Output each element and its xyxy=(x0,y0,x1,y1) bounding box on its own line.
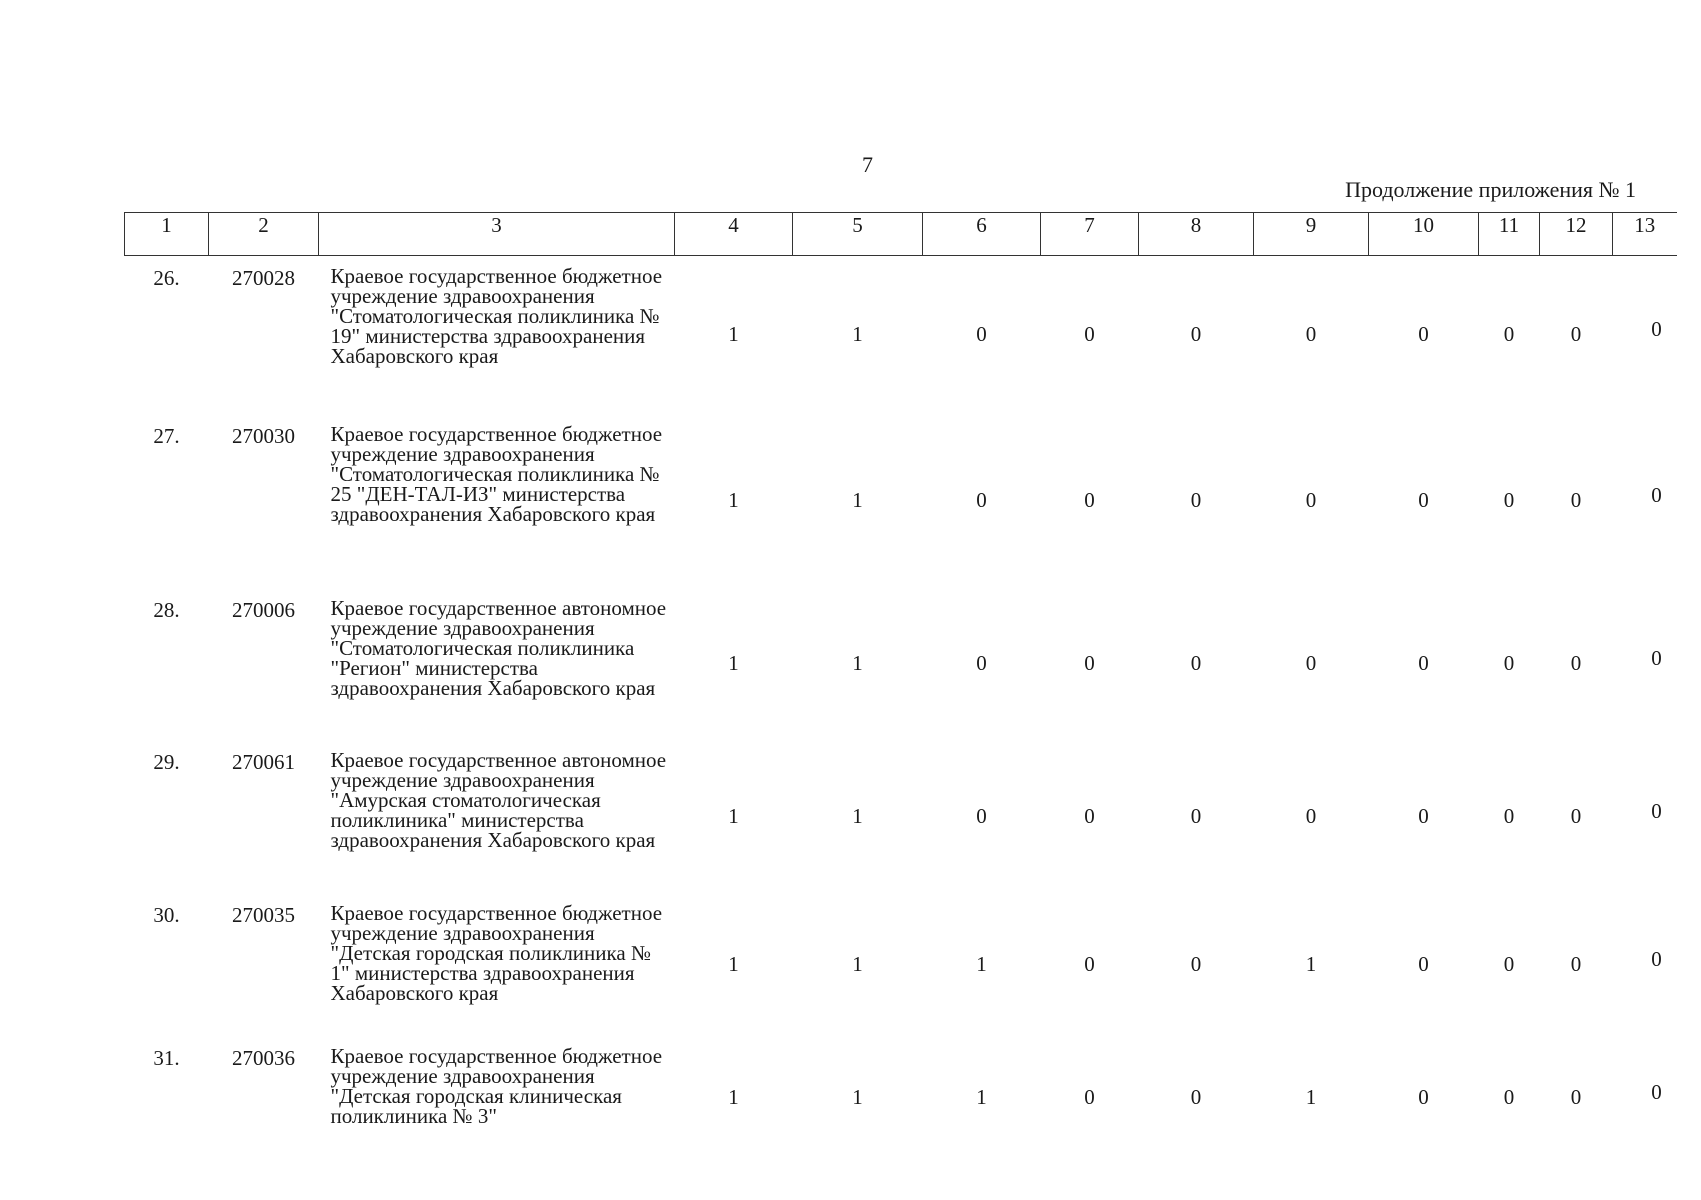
table-row xyxy=(125,414,1677,588)
value-cell: 0 xyxy=(1190,651,1202,675)
value-cell: 0 xyxy=(1418,803,1429,828)
column-header: 10 xyxy=(1369,213,1479,256)
value-cell: 1 xyxy=(852,651,863,675)
value-cell: 0 xyxy=(1503,651,1515,675)
value-cell: 0 xyxy=(1570,803,1582,828)
value-cell: 1 xyxy=(852,951,863,976)
column-header: 1 xyxy=(125,213,209,256)
value-cell: 0 xyxy=(1570,488,1582,512)
value-cell: 0 xyxy=(976,803,987,828)
value-cell: 1 xyxy=(976,951,987,976)
column-header: 3 xyxy=(319,213,675,256)
column-header: 11 xyxy=(1479,213,1540,256)
institution-code: 270036 xyxy=(232,1045,295,1070)
institution-name: Краевое государственное бюджетное учреждение здравоохранения "Детская городская поликлиника № 1" министерства здравоохранения Хабаровского края xyxy=(330,900,663,1005)
value-cell: 0 xyxy=(1503,951,1515,976)
institution-code: 270061 xyxy=(232,749,295,774)
value-cell: 1 xyxy=(976,1085,987,1109)
value-cell: 0 xyxy=(1418,1085,1429,1109)
row-number: 30. xyxy=(153,902,180,927)
value-cell: 0 xyxy=(1418,951,1429,976)
institution-name: Краевое государственное бюджетное учреждение здравоохранения "Детская городская клиническая поликлиника № 3" xyxy=(330,1043,663,1128)
value-cell: 0 xyxy=(1084,322,1095,347)
value-cell xyxy=(1613,1036,1677,1160)
value-cell xyxy=(1613,256,1677,414)
row-number: 27. xyxy=(153,423,180,448)
value-text: 0 xyxy=(1651,317,1662,342)
page-number: 7 xyxy=(862,152,873,177)
table-row xyxy=(125,740,1677,893)
institution-code: 270035 xyxy=(232,902,295,927)
value-cell: 0 xyxy=(976,322,987,347)
value-cell: 1 xyxy=(852,1085,863,1109)
value-cell: 1 xyxy=(1305,951,1317,976)
value-cell: 0 xyxy=(1190,322,1202,347)
value-cell: 0 xyxy=(976,488,987,512)
value-cell: 1 xyxy=(728,951,739,976)
table-row xyxy=(125,1036,1677,1160)
column-header: 12 xyxy=(1540,213,1613,256)
value-cell xyxy=(1613,414,1677,588)
value-cell: 0 xyxy=(1084,488,1095,512)
value-cell: 0 xyxy=(1084,1085,1095,1109)
value-cell: 0 xyxy=(1084,651,1095,675)
continuation-note: Продолжение приложения № 1 xyxy=(1345,177,1636,202)
value-cell: 0 xyxy=(1190,951,1202,976)
institution-name: Краевое государственное бюджетное учреждение здравоохранения "Стоматологическая поликлиника № 25 "ДЕН-ТАЛ-ИЗ" министерства здравоохранения Хабаровского края xyxy=(330,421,663,526)
value-cell xyxy=(1613,740,1677,893)
column-header: 7 xyxy=(1041,213,1139,256)
row-number: 31. xyxy=(153,1045,180,1070)
value-cell: 1 xyxy=(852,488,863,512)
column-header: 2 xyxy=(209,213,319,256)
table-row xyxy=(125,256,1677,414)
value-cell: 0 xyxy=(1305,488,1317,512)
value-cell: 0 xyxy=(1084,951,1095,976)
value-cell: 0 xyxy=(1503,488,1515,512)
institution-name: Краевое государственное бюджетное учреждение здравоохранения "Стоматологическая поликлиника № 19" министерства здравоохранения Хабаровского края xyxy=(330,264,663,368)
table-header-row xyxy=(125,213,1677,256)
table-row xyxy=(125,588,1677,740)
institution-code: 270030 xyxy=(232,423,295,448)
value-text: 0 xyxy=(1651,1080,1662,1104)
institution-code: 270028 xyxy=(232,266,295,290)
value-cell xyxy=(1613,893,1677,1036)
value-cell: 1 xyxy=(1305,1085,1317,1109)
column-header: 5 xyxy=(793,213,923,256)
column-header: 6 xyxy=(923,213,1041,256)
value-text: 0 xyxy=(1651,483,1662,507)
value-cell: 1 xyxy=(728,488,739,512)
value-cell: 0 xyxy=(1418,488,1429,512)
value-cell: 0 xyxy=(1305,651,1317,675)
table-row xyxy=(125,893,1677,1036)
value-cell: 1 xyxy=(852,803,863,828)
value-cell: 0 xyxy=(1570,322,1582,347)
column-header: 13 xyxy=(1613,213,1677,256)
value-cell: 0 xyxy=(1418,322,1429,347)
value-text: 0 xyxy=(1651,946,1662,971)
data-table xyxy=(124,212,1677,1160)
row-number: 28. xyxy=(153,597,180,622)
value-cell: 0 xyxy=(1570,1085,1582,1109)
value-cell: 1 xyxy=(728,322,739,347)
value-cell: 0 xyxy=(1503,322,1515,347)
value-cell: 0 xyxy=(1190,488,1202,512)
value-cell: 0 xyxy=(1084,803,1095,828)
institution-name: Краевое государственное автономное учреждение здравоохранения "Амурская стоматологическая поликлиника" министерства здравоохранения Хабаровского края xyxy=(330,747,667,852)
institution-code: 270006 xyxy=(232,597,295,622)
value-cell: 1 xyxy=(728,1085,739,1109)
value-cell: 1 xyxy=(852,322,863,347)
value-cell: 0 xyxy=(976,651,987,675)
value-cell: 0 xyxy=(1570,651,1582,675)
value-text: 0 xyxy=(1651,798,1662,823)
row-number: 26. xyxy=(153,266,180,290)
value-cell: 0 xyxy=(1418,651,1429,675)
value-cell: 0 xyxy=(1503,1085,1515,1109)
value-cell: 0 xyxy=(1570,951,1582,976)
column-header: 9 xyxy=(1254,213,1369,256)
value-cell: 0 xyxy=(1503,803,1515,828)
row-number: 29. xyxy=(153,749,180,774)
value-cell xyxy=(1613,588,1677,740)
institution-name: Краевое государственное автономное учреждение здравоохранения "Стоматологическая поликлиника "Регион" министерства здравоохранения Хабаровского края xyxy=(330,595,667,700)
value-cell: 0 xyxy=(1190,803,1202,828)
column-header: 8 xyxy=(1139,213,1254,256)
value-cell: 0 xyxy=(1190,1085,1202,1109)
value-cell: 1 xyxy=(728,651,739,675)
value-cell: 0 xyxy=(1305,803,1317,828)
column-header: 4 xyxy=(675,213,793,256)
value-text: 0 xyxy=(1651,646,1662,670)
value-cell: 0 xyxy=(1305,322,1317,347)
value-cell: 1 xyxy=(728,803,739,828)
